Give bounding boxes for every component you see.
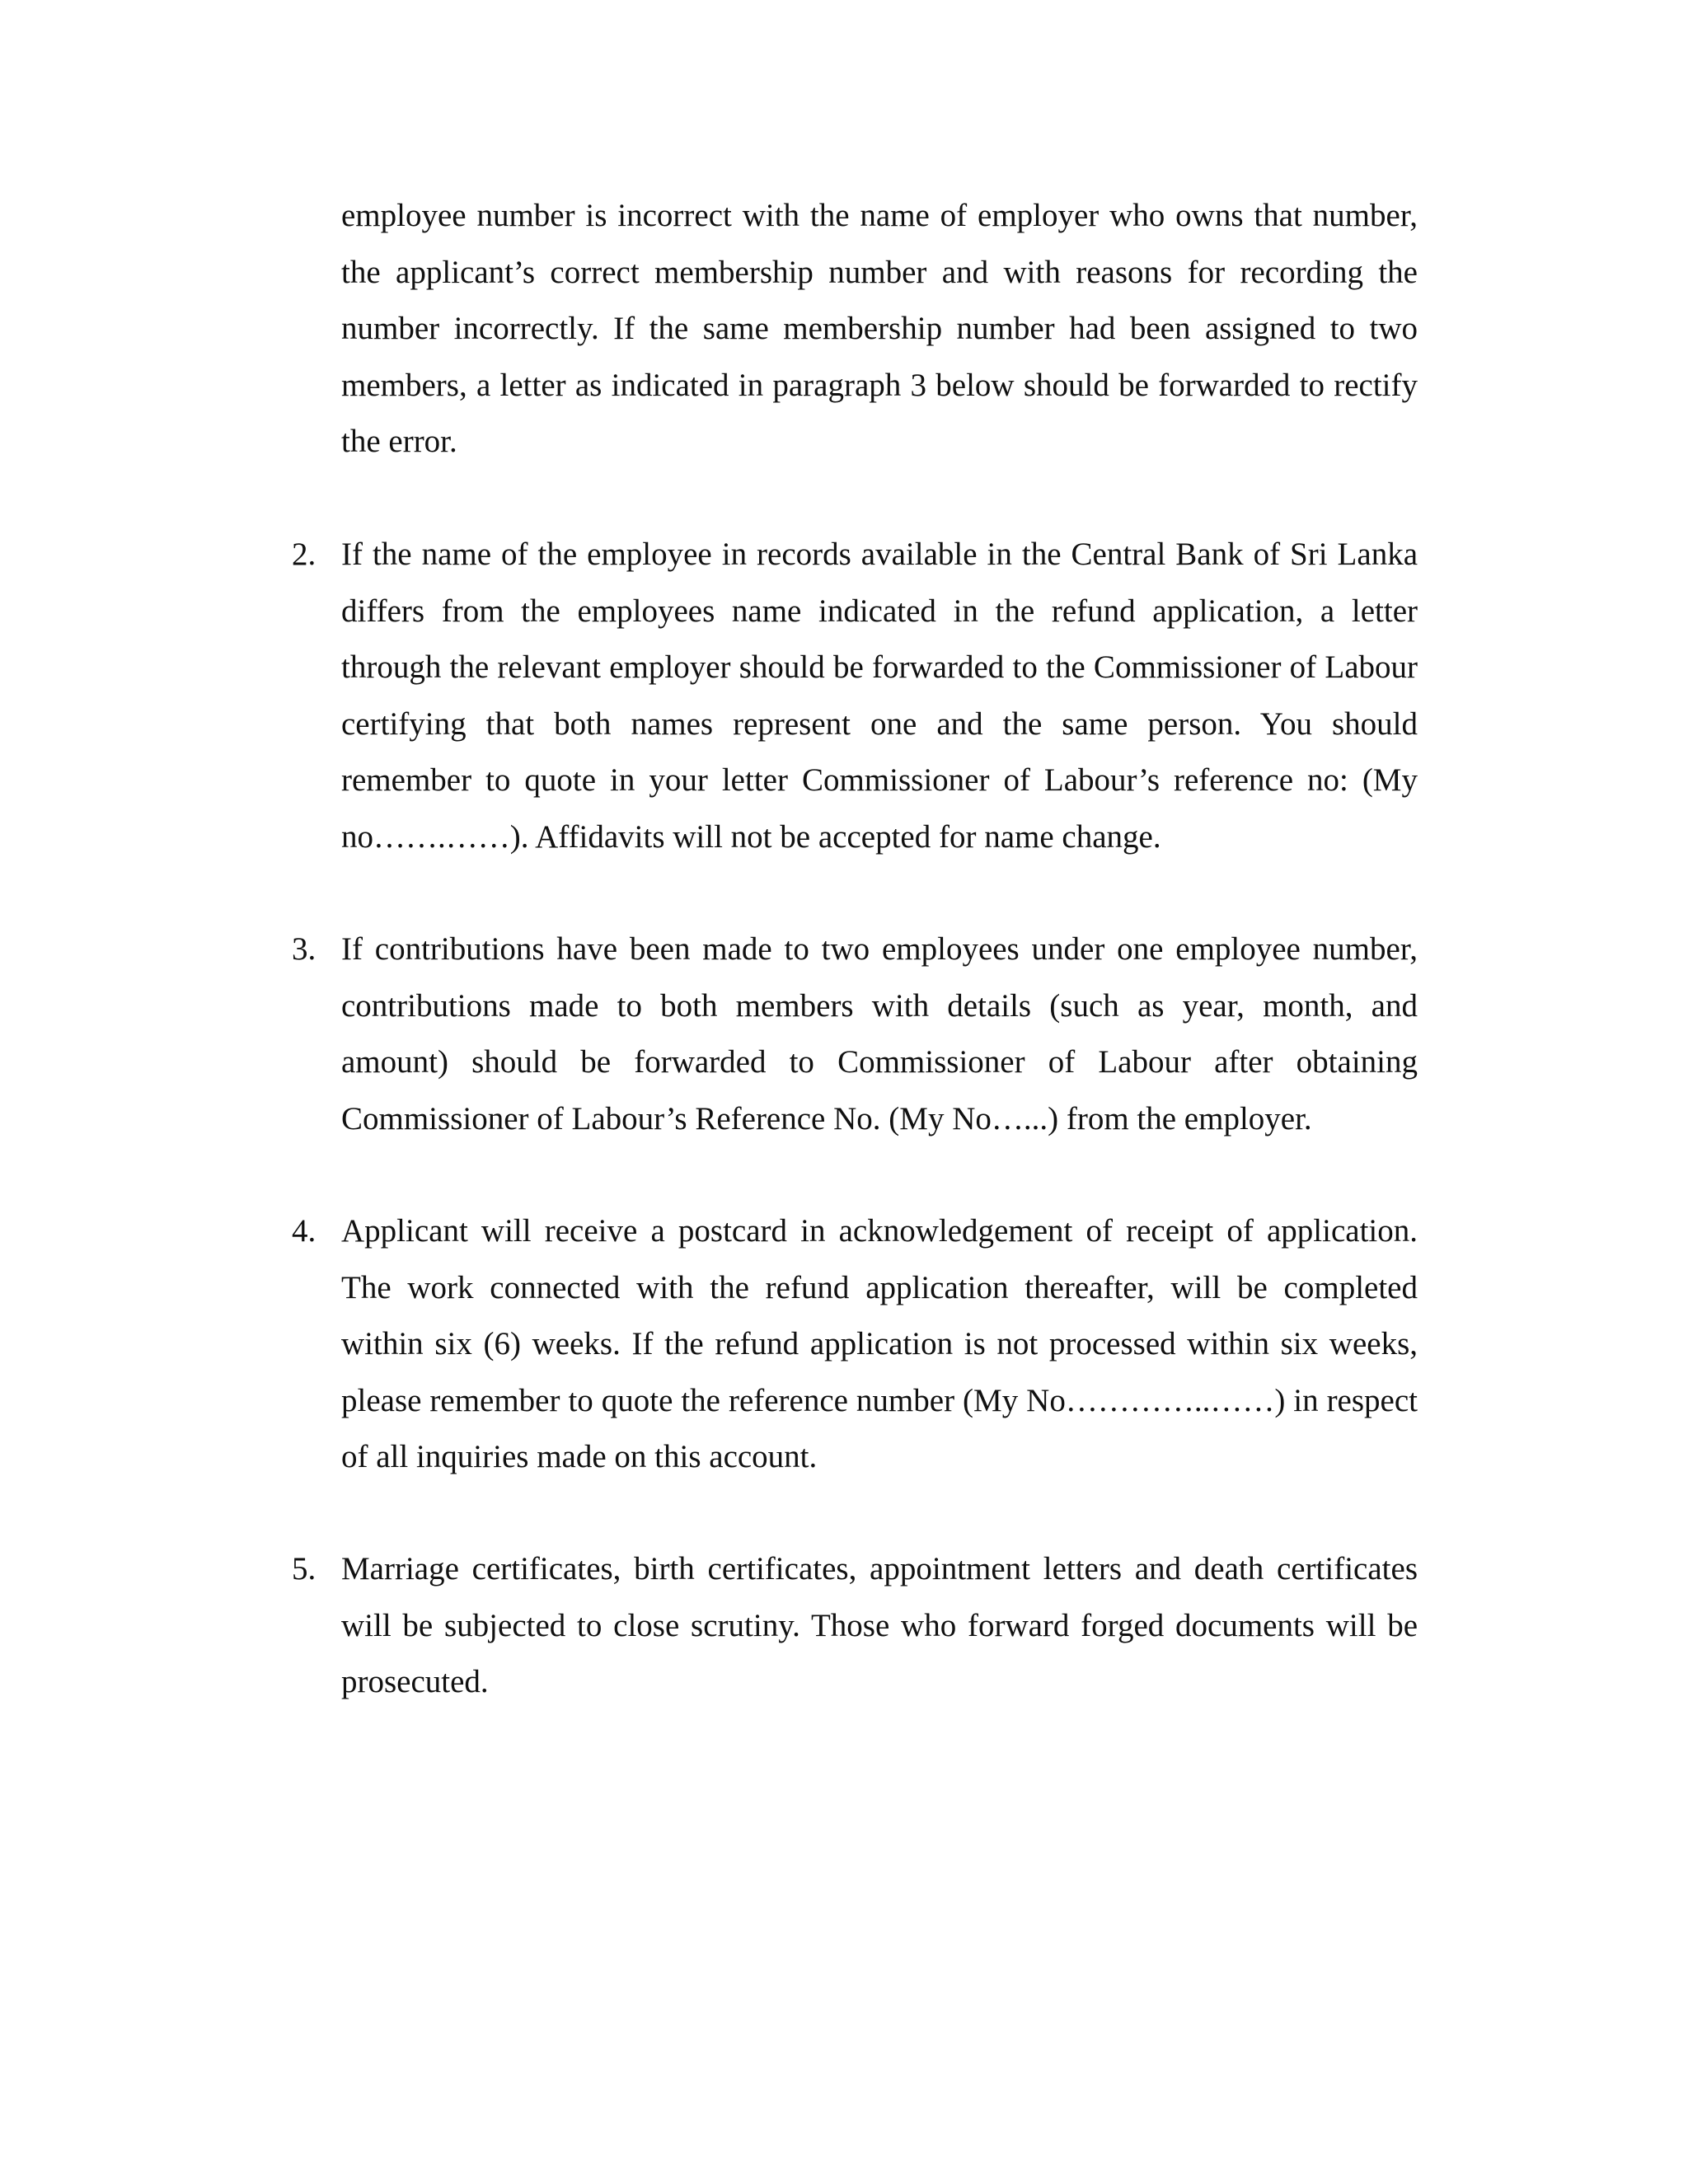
item-text-5: Marriage certificates, birth certificates, appointment letters and death certificates will be subjected to close scrutiny. Those who forward forged documents will be prosecuted. [341,1551,1418,1699]
item-number-5: 5. [292,1551,316,1586]
item-number-4: 4. [292,1213,316,1249]
item-text-4: Applicant will receive a postcard in acknowledgement of receipt of application. The work connected with the refund application thereafter, will be completed within six (6) weeks. If the refund application is not processed within six weeks, please remember to quote the reference number (My No…………..……) in respect of all inquiries made on this account. [341,1213,1418,1474]
item-number-2: 2. [292,537,316,572]
continued-paragraph: employee number is incorrect with the name of employer who owns that number, the applicant’s correct membership number and with reasons for recording the number incorrectly. If the same membership number had been assigned to two members, a letter as indicated in paragraph 3 below should be forwarded to rectify the error. [341,198,1418,459]
item-text-2: If the name of the employee in records available in the Central Bank of Sri Lanka differs from the employees name indicated in the refund application, a letter through the relevant employer should be forwarded to the Commissioner of Labour certifying that both names represent one and the same person. You should remember to quote in your letter Commissioner of Labour’s reference no: (My no…….……). Affidavits will not be accepted for name change. [341,537,1418,855]
item-text-3: If contributions have been made to two employees under one employee number, contributions made to both members with details (such as year, month, and amount) should be forwarded to Commissioner of Labour after obtaining Commissioner of Labour’s Reference No. (My No…...) from the employer. [341,931,1418,1137]
item-number-3: 3. [292,931,316,967]
